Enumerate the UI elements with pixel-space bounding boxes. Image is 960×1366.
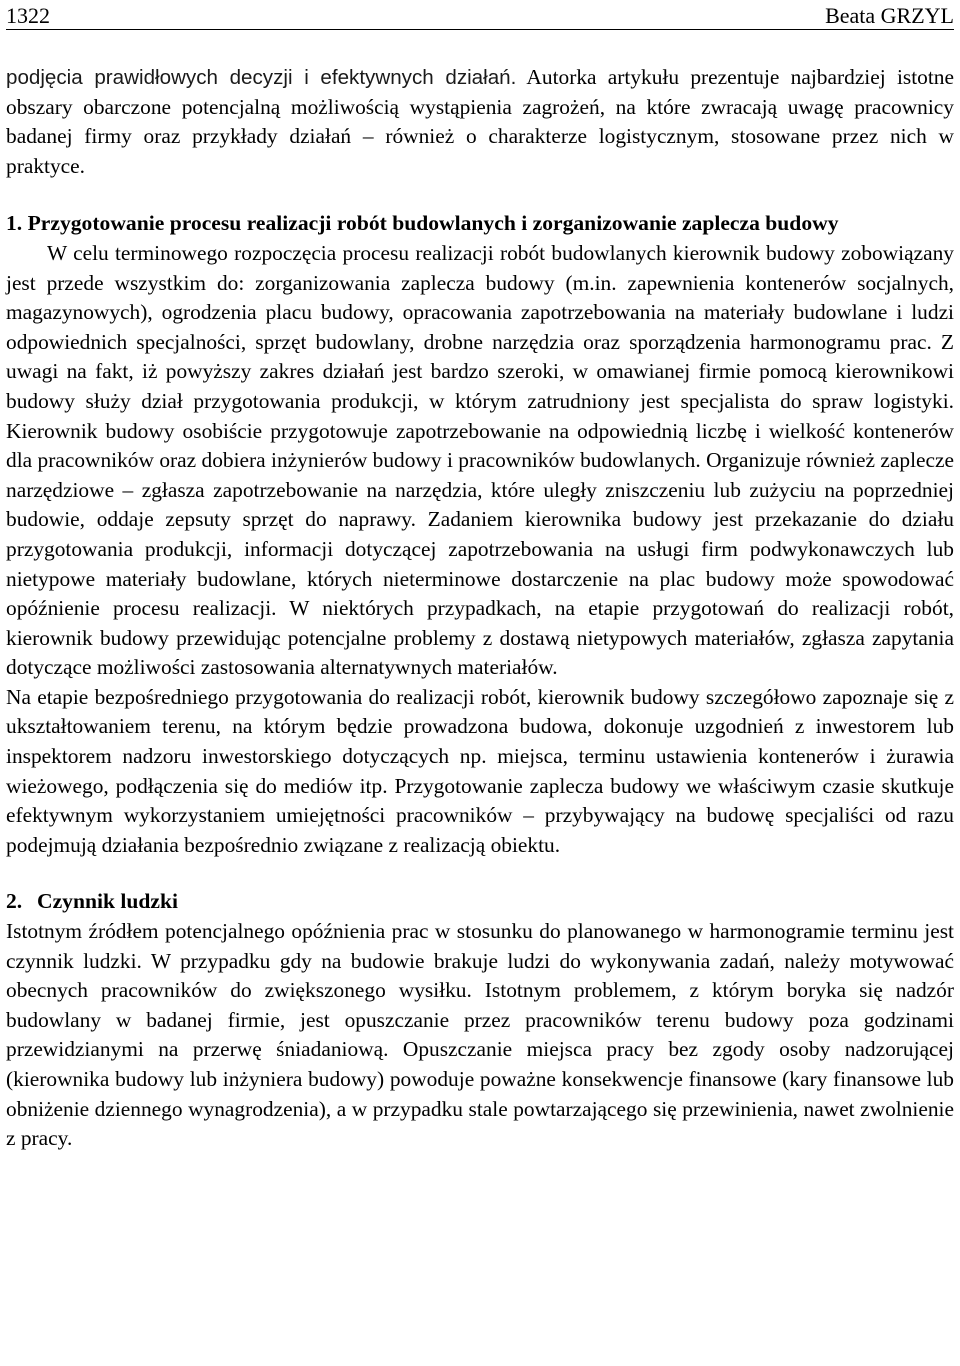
page-header <box>6 0 954 30</box>
section-2-paragraph: Istotnym źródłem potencjalnego opóźnienia prac w stosunku do planowanego w harmonogramie terminu jest czynnik ludzki. W przypadku gdy na budowie brakuje ludzi do wykonywania zadań, należy motywować obecnych pracowników do zwiększonego wysiłku. Istotnym problemem, z którym boryka się nadzór budowlany w badanej firmie, jest opuszczanie przez pracowników terenu budowy poza godzinami przewidzianymi na przerwę śniadaniową. Opuszczanie miejsca pracy bez zgody osoby nadzorującej (kierownika budowy lub inżyniera budowy) powoduje poważne konsekwencje finansowe (kary finansowe lub obniżenie dziennego wynagrodzenia), a w przypadku stale powtarzającego się przewinienia, nawet zwolnienie z pracy. <box>6 919 954 1151</box>
intro-serif-text: Autorka artykułu prezentuje najbardziej istotne obszary obarczone potencjalną możliwością wystąpienia zagrożeń, na które zwracają uwagę pracownicy badanej firmy oraz przykłady działań – również o charakterze logistycznym, stosowane przez nich w praktyce. <box>6 65 954 178</box>
section-1-heading: 1. Przygotowanie procesu realizacji robót budowlanych i zorganizowanie zaplecza budowy <box>6 211 839 236</box>
document-page <box>6 0 954 1154</box>
author-name: Beata GRZYL <box>825 3 954 28</box>
section-1-paragraph-2: Na etapie bezpośredniego przygotowania do realizacji robót, kierownik budowy szczegółowo zapoznaje się z ukształtowaniem terenu, na którym będzie prowadzona budowa, dokonuje uzgodnień z inwestorem lub inspektorem nadzoru inwestorskiego dotyczących np. miejsca, terminu ustawienia kontenerów i żurawia wieżowego, podłączenia się do mediów itp. Przygotowanie zaplecza budowy we właściwym czasie skutkuje efektywnym wykorzystaniem umiejętności pracowników – przybywający na budowę specjaliści od razu podejmują działania bezpośrednio związane z realizacją obiektu. <box>6 684 954 857</box>
section-1-paragraph-1: W celu terminowego rozpoczęcia procesu realizacji robót budowlanych kierownik budowy zobowiązany jest przede wszystkim do: zorganizowania zaplecza budowy (m.in. zapewnienia kontenerów socjalnych, magazynowych), ogrodzenia placu budowy, opracowania zapotrzebowania na materiały budowlane i ludzi odpowiednich specjalności, sprzęt budowlany, drobne narzędzia oraz sporządzenia harmonogramu prac. Z uwagi na fakt, iż powyższy zakres działań jest bardzo szeroki, w omawianej firmie pomocą kierownikowi budowy służy dział przygotowania produkcji, w którym zatrudniony jest specjalista do spraw logistyki. Kierownik budowy osobiście przygotowuje zapotrzebowanie na odpowiednią liczbę i wielkość kontenerów dla pracowników oraz dobiera inżynierów budowy i pracowników budowlanych. Organizuje również zaplecze narzędziowe – zgłasza zapotrzebowanie na narzędzia, które uległy zniszczeniu lub zużyciu na poprzedniej budowie, oddaje zepsuty sprzęt do naprawy. Zadaniem kierownika budowy jest przekazanie do działu przygotowania produkcji, informacji dotyczącej zapotrzebowania na usługi firm podwykonawczych lub nietypowe materiały budowlane, których nieterminowe dostarczenie na plac budowy może spowodować opóźnienie procesu realizacji. W niektórych przypadkach, na etapie przygotowań do realizacji robót, kierownik budowy przewidując potencjalne problemy z dostawą nietypowych materiałów, zgłasza zapytania dotyczące możliwości zastosowania alternatywnych materiałów. <box>6 240 954 680</box>
section-2-title: Czynnik ludzki <box>37 889 179 914</box>
intro-paragraph <box>6 63 954 181</box>
page-number: 1322 <box>6 3 50 28</box>
intro-sans-text: podjęcia prawidłowych decyzji i efektywnych działań. <box>6 66 517 89</box>
section-2-number: 2. <box>6 889 23 914</box>
section-2-heading <box>6 887 954 917</box>
